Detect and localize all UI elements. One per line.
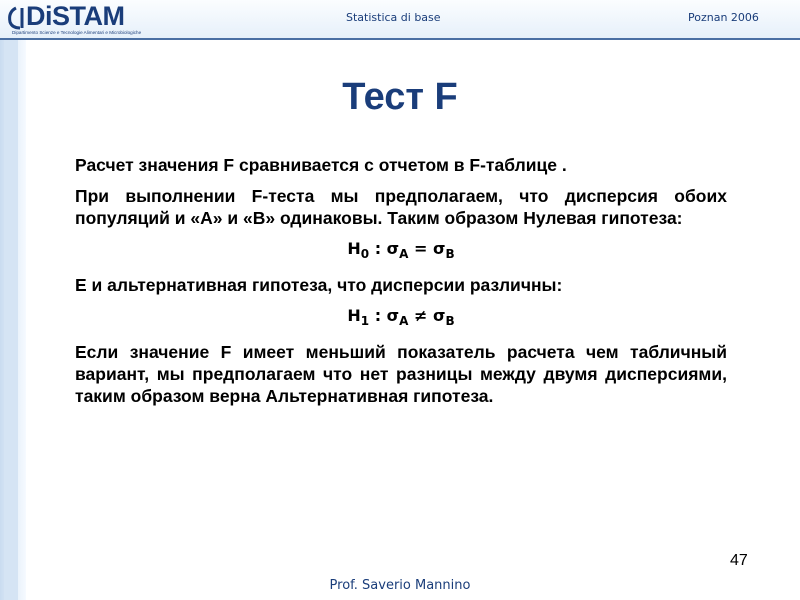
alternative-hypothesis-formula — [75, 305, 727, 332]
slide-body — [75, 154, 727, 416]
formula-h0-sigma-a: : σ — [369, 239, 400, 258]
slide-title: Тест F — [342, 76, 458, 118]
formula-h0-equals: = σ — [408, 239, 446, 258]
formula-h1-sub-b: B — [445, 314, 455, 329]
formula-h1-sigma-a: : σ — [369, 306, 400, 326]
formula-h1-h: H — [347, 306, 361, 326]
slide-header — [0, 0, 800, 40]
header-location-year: Poznan 2006 — [688, 11, 759, 24]
paragraph-3: E и альтернативная гипотеза, что дисперсии различны: — [75, 275, 563, 296]
formula-h1-sub-a: A — [399, 314, 409, 329]
left-decorative-bar — [0, 40, 26, 600]
logo-mark-icon — [6, 6, 28, 30]
header-course-title: Statistica di base — [346, 11, 441, 24]
page-number: 47 — [730, 552, 748, 569]
footer-author: Prof. Saverio Mannino — [329, 578, 471, 593]
logo-subtitle: Dipartimento Scienze e Tecnologie Alimentari e Microbiologiche — [12, 30, 142, 35]
formula-h0-sub-a: A — [399, 247, 409, 262]
formula-h0-h: H — [347, 239, 361, 258]
paragraph-4: Если значение F имеет меньший показатель расчета чем табличный вариант, мы предполагаем что нет разницы между двумя дисперсиями, таким образом верна Альтернативная гипотеза. — [75, 342, 727, 407]
paragraph-2: При выполнении F-теста мы предполагаем, что дисперсия обоих популяций и «A» и «B» одинаковы. Таким образом Нулевая гипотеза: — [75, 186, 727, 228]
formula-h1-sub: 1 — [360, 314, 370, 329]
paragraph-1: Расчет значения F сравнивается с отчетом в F-таблице . — [75, 155, 567, 175]
formula-h1-not-equals: ≠ σ — [408, 306, 446, 326]
left-bar-stripe — [4, 40, 18, 600]
null-hypothesis-formula — [75, 238, 727, 265]
formula-h0-sub-b: B — [445, 247, 455, 262]
distam-logo — [6, 1, 146, 38]
formula-h0-sub: 0 — [360, 247, 370, 262]
logo-text: DiSTAM — [26, 1, 125, 31]
